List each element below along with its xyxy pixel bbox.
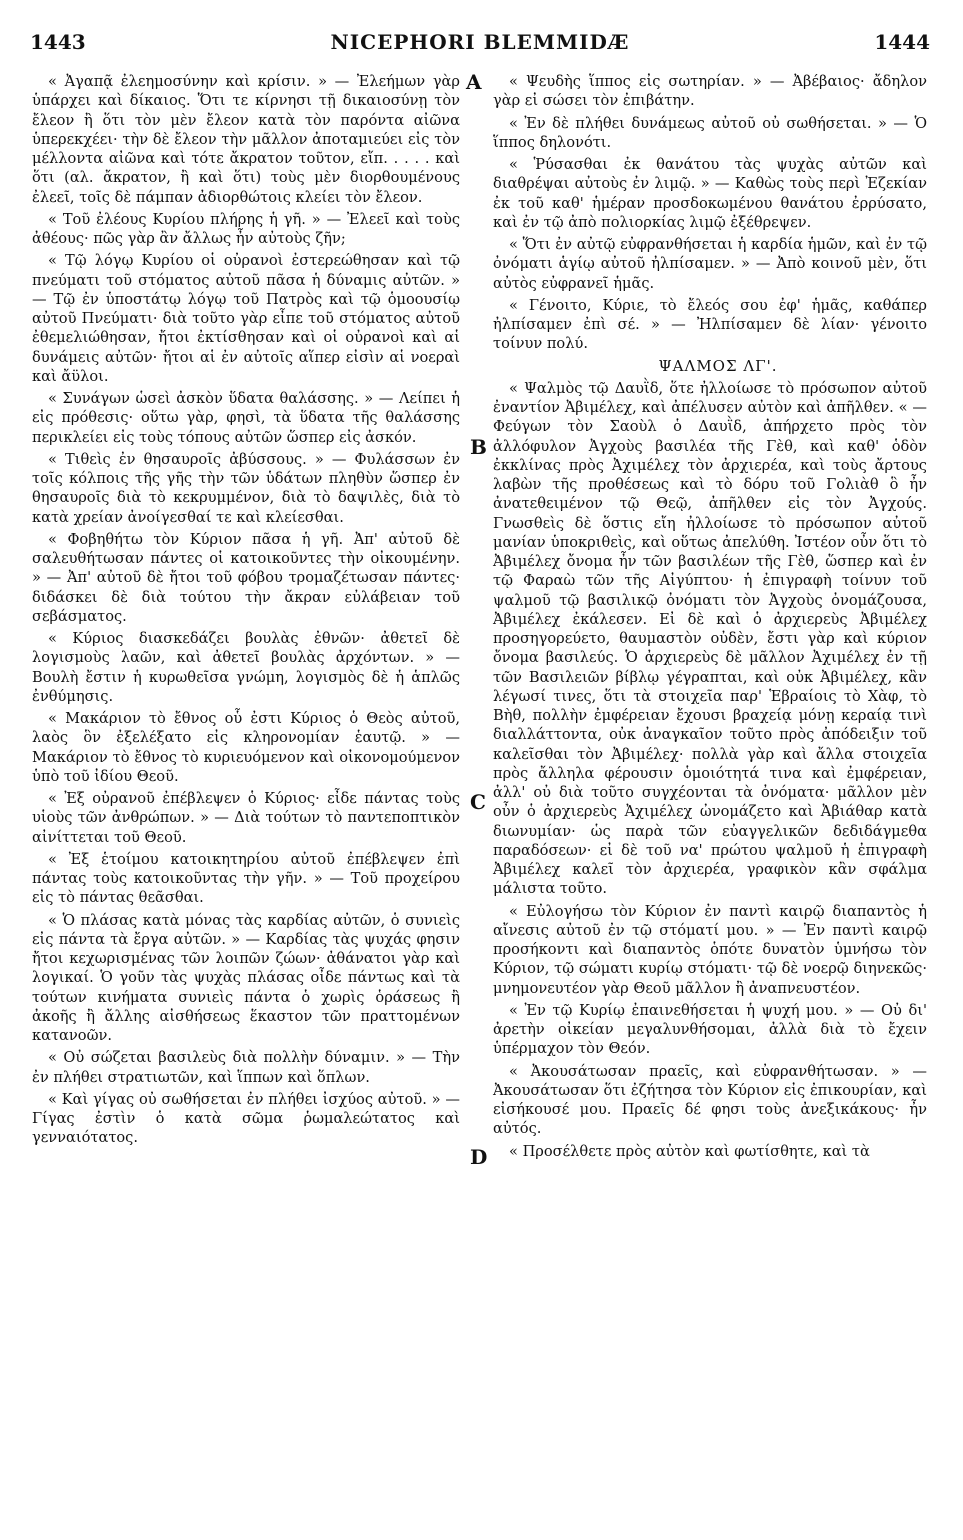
left-column xyxy=(32,72,460,1151)
section-marker-c: C xyxy=(470,790,486,814)
paragraph: « Τοῦ ἐλέους Κυρίου πλήρης ἡ γῆ. » — Ἐλεεῖ καὶ τοὺς ἀθέους· πῶς γὰρ ἂν ἄλλως ἦν αὐτοὺς ζῆν; xyxy=(32,210,460,247)
paragraph: « Ἀγαπᾷ ἐλεημοσύνην καὶ κρίσιν. » — Ἐλεήμων γὰρ ὑπάρχει καὶ δίκαιος. Ὅτι τε κίρνησι τῇ δικαιοσύνῃ τὸν ἔλεον ἢ ὅτι τὸν μὲν ἔλεον κατὰ τὸν παρόντα αἰῶνα ὑπερεκχέει· τὴν δὲ ἔλεον τὴν μᾶλλον ἀποταμιεύει εἰς τὸν μέλλοντα αἰῶνα καὶ τότε ἄκρατον τοῦτον, εἴπ. . . . . καὶ ὅτι (αλ. ἄκρατον, ἢ καὶ ὅτι) τοὺς μὲν διορθουμένους ἐλεεῖ, τοῖς δὲ πάμπαν ἀδιορθώτοις κλείει τὸν ἔλεον. xyxy=(32,73,460,206)
paragraph: « Φοβηθήτω τὸν Κύριον πᾶσα ἡ γῆ. Ἀπ' αὐτοῦ δὲ σαλευθήτωσαν πάντες οἱ κατοικοῦντες τὴν οἰκουμένην. » — Ἀπ' αὐτοῦ δὲ ἤτοι τοῦ φόβου τρομαζέτωσαν πάντες· διδάσκει δὲ διὰ τούτου τὴν ἄκραν εὐλάβειαν τοῦ σεβάσματος. xyxy=(32,530,460,625)
paragraph: « Ἀκουσάτωσαν πραεῖς, καὶ εὐφρανθήτωσαν. » — Ἀκουσάτωσαν ὅτι ἐζήτησα τὸν Κύριον εἰς ἐπικουρίαν, καὶ εἰσήκουσέ μου. Πραεῖς δέ φησι τοὺς ἀνεξικάκους· ἦν αὐτός. xyxy=(493,1062,927,1138)
paragraph: « Ἐξ οὐρανοῦ ἐπέβλεψεν ὁ Κύριος· εἶδε πάντας τοὺς υἱοὺς τῶν ἀνθρώπων. » — Διὰ τούτων τὸ παντεποπτικὸν αἰνίττεται τοῦ Θεοῦ. xyxy=(32,790,460,846)
paragraph: « Συνάγων ὡσεὶ ἀσκὸν ὕδατα θαλάσσης. » — Λείπει ἡ εἰς πρόθεσις· οὕτω γὰρ, φησὶ, τὰ ὕδατα τῆς θαλάσσης περικλείει εἰς τοὺς τόπους αὐτῶν ὥσπερ εἰς ἀσκόν. xyxy=(32,390,460,446)
paragraph: « Ἐν δὲ πλήθει δυνάμεως αὐτοῦ οὐ σωθήσεται. » — Ὁ ἵππος δηλονότι. xyxy=(493,114,927,151)
paragraph: « Κύριος διασκεδάζει βουλὰς ἐθνῶν· ἀθετεῖ δὲ λογισμοὺς λαῶν, καὶ ἀθετεῖ βουλὰς ἀρχόντων. » — Βουλὴ ἔστιν ἡ κυρωθεῖσα γνώμη, λογισμὸς δὲ ἡ ἁπλῶς ἐνθύμησις. xyxy=(32,630,460,705)
right-column xyxy=(493,72,927,1164)
paragraph: « Ἐξ ἑτοίμου κατοικητηρίου αὐτοῦ ἐπέβλεψεν ἐπὶ πάντας τοὺς κατοικοῦντας τὴν γῆν. » — Τοῦ προχείρου εἰς τὸ πάντας θεᾶσθαι. xyxy=(32,850,460,907)
section-marker-b: B xyxy=(470,435,487,459)
paragraph: « Προσέλθετε πρὸς αὐτὸν καὶ φωτίσθητε, καὶ τὰ xyxy=(509,1142,870,1160)
running-title: NICEPHORI BLEMMIDÆ xyxy=(330,30,630,54)
paragraph: « Τῷ λόγῳ Κυρίου οἱ οὐρανοὶ ἐστερεώθησαν καὶ τῷ πνεύματι τοῦ στόματος αὐτοῦ πᾶσα ἡ δύναμις αὐτῶν. » — Τῷ ἐν ὑποστάτῳ λόγῳ τοῦ Πατρὸς καὶ τῷ ὁμοουσίῳ αὐτοῦ Πνεύματι· διὰ τοῦτο γὰρ εἶπε τοῦ στόματος αὐτοῦ ἐθεμελιώθησαν, ἤτοι ἐκτίσθησαν καὶ οἱ οὐρανοὶ καὶ αἱ δυνάμεις αὐτῶν· ἤτοι αἱ ἐν αὐτοῖς αἵπερ εἰσὶν αἱ νοεραὶ καὶ ἄϋλοι. xyxy=(32,252,460,385)
right-page-number: 1444 xyxy=(874,30,930,54)
paragraph: « Μακάριον τὸ ἔθνος οὗ ἐστι Κύριος ὁ Θεὸς αὐτοῦ, λαὸς ὃν ἐξελέξατο εἰς κληρονομίαν ἑαυτῷ. » — Μακάριον τὸ ἔθνος τὸ κυριευόμενον καὶ οἰκονομούμενον ὑπὸ τοῦ ἰδίου Θεοῦ. xyxy=(32,710,460,785)
section-marker-a: A xyxy=(466,70,482,94)
psalm-heading: ΨΑΛΜΟΣ ΛΓ'. xyxy=(658,356,778,375)
paragraph: « Ψαλμὸς τῷ Δαυῒδ, ὅτε ἠλλοίωσε τὸ πρόσωπον αὐτοῦ ἐναντίον Ἀβιμέλεχ, καὶ ἀπέλυσεν αὐτὸν καὶ ἀπῆλθεν. « — Φεύγων τὸν Σαοὺλ ὁ Δαυῒδ, ἀπήρχετο πρὸς τὸν ἀλλόφυλον Ἀγχοὺς βασιλέα τῆς Γὲθ, καὶ καθ' ὁδὸν ἐκκλίνας πρὸς Ἀχιμέλεχ τὸν ἀρχιερέα, καὶ τοὺς ἄρτους λαβὼν τῆς προθέσεως καὶ τὸ δόρυ τοῦ Γολιὰθ ὃ ἦν ἀνατεθειμένον τῷ Θεῷ, ἀπῆλθεν εἰς τὸν Ἀγχούς. Γνωσθεὶς δὲ ὅστις εἴη ἠλλοίωσε τὸ πρόσωπον αὐτοῦ μανίαν ὑποκριθεὶς, καὶ οὕτως ἀπελύθη. Ἰστέον οὖν ὅτι τὸ Ἀβιμέλεχ ὄνομα ἦν τῶν βασιλέων τῆς Γὲθ, ὥσπερ καὶ ἐν τῷ Φαραὼ τῶν τῆς Αἰγύπτου· ἡ ἐπιγραφὴ τοίνυν τοῦ ψαλμοῦ τῷ βασιλικῷ ὀνόματι τὸν Ἀγχοὺς ὀνομάζουσα, Ἀβιμέλεχ ἐκάλεσεν. Εἰ δὲ καὶ ὁ ἀρχιερεὺς Ἀβιμέλεχ προσηγορεύετο, θαυμαστὸν οὐδὲν, ἔστι γὰρ καὶ κύριον ὄνομα βασιλεύς. Ὁ ἀρχιερεὺς δὲ μᾶλλον Ἀχιμέλεχ ἐν τῇ τῶν Βασιλειῶν βίβλῳ γέγραπται, καὶ οὐκ Ἀβιμέλεχ, κἂν λέγωσί τινες, ὅτι τὰ στοιχεῖα παρ' Ἑβραίοις τὸ Χὰφ, τὸ Βὴθ, πολλὴν ἐμφέρειαν ἔχουσι βραχείᾳ μόνῃ κεραίᾳ τινὶ διαλλάττοντα, οὐκ ἀναγκαῖον τοῦτο πρὸς ἀπόδειξιν τοῦ καλεῖσθαι τὸν Ἀβιμέλεχ· πολλὰ γὰρ καὶ ἄλλα στοιχεῖα πρὸς ἄλληλα φέρουσιν ὁμοιότητά τινα καὶ ἐμφέρειαν, ἀλλ' οὐ διὰ τοῦτο συγχέονται τὰ ὀνόματα· μᾶλλον μὲν οὖν ὁ ἀρχιερεὺς Ἀχιμέλεχ ὠνομάζετο καὶ Ἀβιάθαρ κατὰ διωνυμίαν· ὡς παρὰ τῶν εὐαγγελικῶν δεδιδάγμεθα παραδόσεων· εἰ δὲ τοῦ να' πρώτου ψαλμοῦ ἡ ἐπιγραφὴ Ἀβιμέλεχ καλεῖ τὸν ἀρχιερέα, γραφικὸν κἂν σφάλμα μάλιστα τοῦτο. xyxy=(493,379,927,898)
paragraph: « Ῥύσασθαι ἐκ θανάτου τὰς ψυχὰς αὐτῶν καὶ διαθρέψαι αὐτοὺς ἐν λιμῷ. » — Καθὼς τοὺς περὶ Ἐζεκίαν ἐκ τοῦ καθ' ἡμέραν προσδοκωμένου θανάτου ἐρρύσατο, καὶ ἐν τῷ ἀπὸ πολιορκίας λιμῷ ἐξέθρεψεν. xyxy=(493,156,927,231)
paragraph: « Εὐλογήσω τὸν Κύριον ἐν παντὶ καιρῷ διαπαντὸς ἡ αἴνεσις αὐτοῦ ἐν τῷ στόματί μου. » — Ἐν παντὶ καιρῷ προσήκοντι καὶ διαπαντὸς ὁπότε δυνατὸν ὑμνήσω τὸν Κύριον, τῷ σώματι κυρίῳ στόματι· τῷ δὲ νοερῷ διηνεκῶς· μνημονευτέον γὰρ Θεοῦ μᾶλλον ἢ ἀναπνευστέον. xyxy=(493,902,927,997)
page-header xyxy=(30,30,930,60)
paragraph: « Ψευδὴς ἵππος εἰς σωτηρίαν. » — Ἀβέβαιος· ἄδηλον γὰρ εἰ σώσει τὸν ἐπιβάτην. xyxy=(493,73,927,110)
paragraph: « Ὅτι ἐν αὐτῷ εὐφρανθήσεται ἡ καρδία ἡμῶν, καὶ ἐν τῷ ὀνόματι ἁγίῳ αὐτοῦ ἠλπίσαμεν. » — Ἀπὸ κοινοῦ μὲν, ὅτι αὐτὸς εὐφρανεῖ ἡμᾶς. xyxy=(493,236,927,292)
paragraph: « Καὶ γίγας οὐ σωθήσεται ἐν πλήθει ἰσχύος αὐτοῦ. » — Γίγας ἐστὶν ὁ κατὰ σῶμα ῥωμαλεώτατος καὶ γενναιότατος. xyxy=(32,1090,460,1147)
paragraph: « Ὁ πλάσας κατὰ μόνας τὰς καρδίας αὐτῶν, ὁ συνιεὶς εἰς πάντα τὰ ἔργα αὐτῶν. » — Καρδίας τὰς ψυχάς φησιν ἤτοι κεχωρισμένας τῶν λοιπῶν ζώων· ἀθάνατοι γὰρ καὶ λογικαί. Ὁ γοῦν τὰς ψυχὰς πλάσας οἶδε πάντως καὶ τὰ τούτων κινήματα συνιεὶς πάντα ὁ χωρὶς ὁράσεως ἢ ἀκοῆς ἢ ἄλλης αἰσθήσεως ἕκαστον τῶν πραττομένων κατανοῶν. xyxy=(32,911,460,1044)
paragraph: « Τιθεὶς ἐν θησαυροῖς ἀβύσσους. » — Φυλάσσων ἐν τοῖς κόλποις τῆς γῆς τὴν τῶν ὑδάτων πληθὺν ὥσπερ ἐν θησαυροῖς διὰ τὸ κεκρυμμένον, διὰ τὸ δαψιλὲς, διὰ τὸ κατὰ χρείαν ἀνοίγεσθαί τε καὶ κλείεσθαι. xyxy=(32,450,460,526)
section-marker-d: D xyxy=(470,1145,488,1169)
paragraph: « Γένοιτο, Κύριε, τὸ ἔλεός σου ἐφ' ἡμᾶς, καθάπερ ἠλπίσαμεν ἐπὶ σέ. » — Ἠλπίσαμεν δὲ λίαν· γένοιτο τοίνυν πολύ. xyxy=(493,296,927,353)
paragraph: « Ἐν τῷ Κυρίῳ ἐπαινεθήσεται ἡ ψυχή μου. » — Οὐ δι' ἀρετὴν οἰκείαν μεγαλυνθήσομαι, ἀλλὰ διὰ τὸ ἔχειν ὑπέρμαχον τὸν Θεόν. xyxy=(493,1001,927,1058)
left-page-number: 1443 xyxy=(30,30,86,54)
paragraph: « Οὐ σώζεται βασιλεὺς διὰ πολλὴν δύναμιν. » — Τὴν ἐν πλήθει στρατιωτῶν, καὶ ἵππων καὶ ὅπλων. xyxy=(32,1049,460,1086)
